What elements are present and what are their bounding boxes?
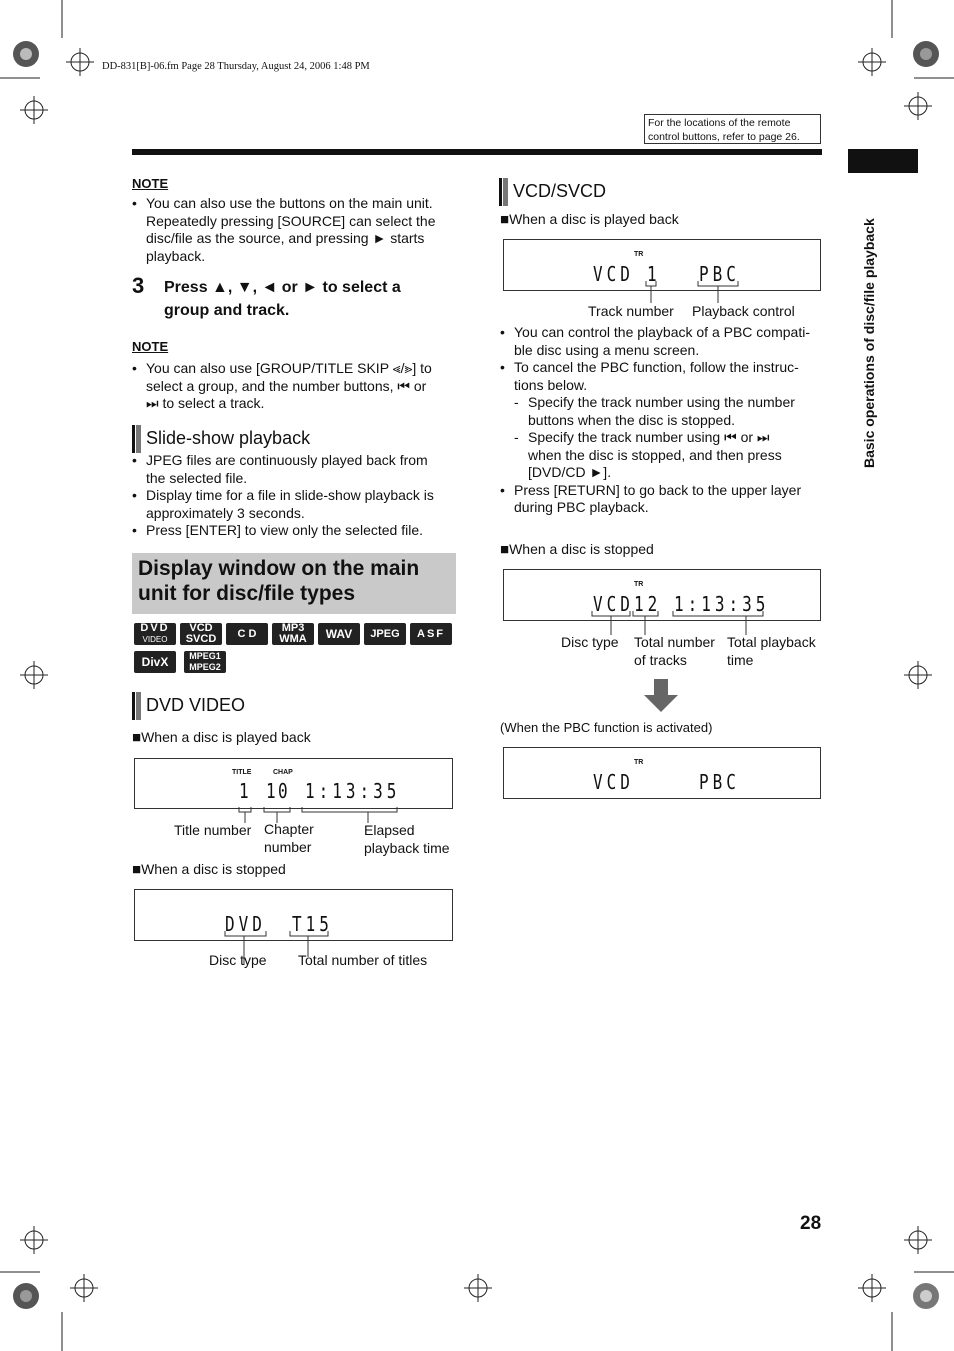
- step-line: group and track.: [164, 302, 290, 319]
- step-3-instruction: [164, 276, 401, 322]
- pbc-segment: PBC: [699, 262, 740, 286]
- remote-reference-note: [644, 114, 821, 144]
- display-window-section-title: [132, 553, 456, 614]
- vcd-pbc-display: [503, 747, 821, 799]
- line: ble disc using a menu screen.: [514, 341, 700, 358]
- dvd-stopped-label: [132, 861, 286, 879]
- line: tions below.: [514, 376, 588, 393]
- badge-text: MPEG1: [189, 651, 221, 661]
- line: • To cancel the PBC function, follow the instruc-: [514, 359, 799, 375]
- line: during PBC playback.: [514, 499, 649, 515]
- asf-badge: ASF: [410, 623, 452, 645]
- top-rule: [132, 149, 822, 155]
- note-heading: NOTE: [132, 176, 169, 191]
- list-item: [132, 452, 462, 487]
- line: when the disc is stopped, and then press: [528, 446, 782, 463]
- track-indicator: TR: [634, 759, 644, 766]
- note-1-line: Repeatedly pressing [SOURCE] can select the: [146, 212, 436, 229]
- total-tracks-segment: 12: [634, 592, 662, 616]
- heading-bar: [132, 425, 135, 453]
- mpeg-badge: [184, 651, 226, 673]
- label-text: When a disc is played back: [509, 211, 679, 227]
- note-2-bullet: [132, 360, 462, 413]
- sub-item: [500, 394, 825, 429]
- total-titles-label: Total number of titles: [298, 952, 428, 968]
- wav-badge: WAV: [318, 623, 360, 645]
- line: [DVD/CD ►].: [528, 464, 612, 480]
- heading-bar: [503, 178, 508, 206]
- line: • You can control the playback of a PBC compati-: [514, 324, 810, 340]
- line: time: [727, 651, 754, 668]
- vcd-svcd-badge: [180, 623, 222, 645]
- dvd-played-label: [132, 729, 311, 747]
- line: Chapter: [264, 821, 314, 837]
- dvd-video-badge: [134, 623, 176, 645]
- line: Total playback: [727, 634, 816, 650]
- pbc-segment: PBC: [699, 770, 740, 794]
- list-item: [132, 487, 462, 522]
- line: of tracks: [634, 651, 687, 668]
- heading-bar: [136, 425, 141, 453]
- chapter-tab: [848, 149, 918, 173]
- line: • Press [ENTER] to view only the selected file.: [146, 522, 423, 538]
- label-text: When a disc is stopped: [141, 861, 286, 877]
- ref-line-1: For the locations of the remote: [648, 117, 791, 129]
- step-line: Press ▲, ▼, ◄ or ► to select a: [164, 279, 401, 296]
- playback-control-label: Playback control: [692, 303, 795, 319]
- track-number-segment: 1: [647, 262, 660, 286]
- line: - Specify the track number using ⏮ or ⏭: [528, 429, 770, 445]
- badge-text: DVD: [140, 622, 170, 634]
- disc-type-segment: VCD: [593, 592, 634, 616]
- line: • Press [RETURN] to go back to the upper layer: [514, 481, 802, 498]
- note-2-line: ⏭ to select a track.: [146, 395, 265, 411]
- square-bullet-icon: ■: [500, 211, 510, 228]
- list-item: [500, 359, 825, 394]
- line: the selected file.: [146, 469, 248, 486]
- note-2: [132, 339, 462, 413]
- line: Elapsed: [364, 822, 415, 838]
- line: • JPEG files are continuously played back from: [146, 452, 428, 468]
- note-2-line: • You can also use [GROUP/TITLE SKIP ⪡/⪢] to: [146, 360, 432, 376]
- vcd-played-label: [500, 211, 679, 229]
- note-1-line: disc/file as the source, and pressing ► starts: [146, 230, 425, 246]
- dvd-played-display: [134, 758, 453, 809]
- file-header: DD-831[B]-06.fm Page 28 Thursday, August 24, 2006 1:48 PM: [102, 61, 370, 72]
- note-1-line: • You can also use the buttons on the main unit.: [146, 195, 433, 211]
- note-1-bullet: [132, 195, 462, 265]
- vcd-pbc-notes: [500, 324, 825, 517]
- title-line: Display window on the main: [138, 557, 420, 580]
- vcd-stopped-label: [500, 541, 654, 559]
- slideshow-title: Slide-show playback: [146, 428, 311, 448]
- sub-item: [500, 429, 825, 482]
- badge-text: MPEG2: [189, 662, 221, 672]
- note-1: [132, 176, 462, 265]
- step-number: 3: [132, 273, 145, 298]
- vcd-stopped-callouts: [503, 609, 823, 637]
- title-number-label: Title number: [174, 822, 252, 838]
- slideshow-heading: [146, 428, 310, 449]
- disc-type-segment: VCD: [593, 770, 634, 794]
- vcd-heading: [513, 181, 606, 202]
- heading-bar: [136, 692, 141, 720]
- section-title: [138, 556, 419, 606]
- ref-line-2: control buttons, refer to page 26.: [648, 131, 800, 143]
- line: Total number: [634, 634, 715, 650]
- dvd-video-title: DVD VIDEO: [146, 695, 246, 715]
- dvd-video-heading: [146, 695, 245, 716]
- disc-type-label: Disc type: [209, 952, 267, 968]
- track-number-label: Track number: [588, 303, 674, 319]
- side-tab-label: Basic operations of disc/file playback: [861, 218, 877, 468]
- line: approximately 3 seconds.: [146, 504, 305, 521]
- heading-bar: [132, 692, 135, 720]
- badge-subtext: WMA: [279, 633, 307, 645]
- elapsed-time-label: [364, 822, 450, 857]
- disc-type-segment: DVD: [225, 912, 266, 936]
- chapter-number-segment: 10: [266, 779, 291, 803]
- note-1-line: playback.: [146, 247, 206, 264]
- badge-text: MP3: [281, 622, 305, 634]
- square-bullet-icon: ■: [500, 541, 510, 558]
- divx-badge: DivX: [134, 651, 176, 673]
- total-time-segment: 1:13:35: [674, 592, 770, 616]
- list-item: [500, 482, 825, 517]
- vcd-played-callouts: [503, 279, 823, 305]
- line: number: [264, 838, 312, 855]
- note-heading: NOTE: [132, 339, 169, 354]
- jpeg-badge: JPEG: [364, 623, 406, 645]
- square-bullet-icon: ■: [132, 729, 142, 746]
- elapsed-time-segment: 1:13:35: [305, 779, 401, 803]
- total-tracks-label: [634, 634, 715, 669]
- line: - Specify the track number using the number: [528, 394, 795, 410]
- total-titles-segment: T15: [292, 912, 333, 936]
- chap-indicator: CHAP: [273, 769, 293, 776]
- note-2-line: select a group, and the number buttons, ⏮ or: [146, 377, 427, 394]
- page-number: 28: [800, 1213, 822, 1234]
- title-indicator: TITLE: [232, 769, 252, 776]
- list-item: [500, 324, 825, 359]
- track-indicator: TR: [634, 251, 644, 258]
- slideshow-list: [132, 452, 462, 540]
- disc-type-label: Disc type: [561, 634, 619, 650]
- disc-type-segment: VCD: [593, 262, 634, 286]
- mp3-wma-badge: [272, 623, 314, 645]
- label-text: When a disc is stopped: [509, 541, 654, 557]
- badge-subtext: SVCD: [185, 633, 217, 645]
- title-number-segment: 1: [239, 779, 252, 803]
- label-text: When a disc is played back: [141, 729, 311, 745]
- vcd-title: VCD/SVCD: [513, 181, 607, 201]
- title-line: unit for disc/file types: [138, 582, 356, 605]
- pbc-activated-note: (When the PBC function is activated): [500, 720, 713, 735]
- line: buttons when the disc is stopped.: [528, 411, 736, 428]
- line: • Display time for a file in slide-show playback is: [146, 487, 434, 503]
- heading-bar: [499, 178, 502, 206]
- total-playback-time-label: [727, 634, 816, 669]
- badge-text: VCD: [189, 622, 213, 634]
- chapter-number-label: [264, 821, 314, 856]
- list-item: [132, 522, 462, 540]
- cd-badge: C D: [226, 623, 268, 645]
- down-arrow-icon: [644, 679, 678, 713]
- square-bullet-icon: ■: [132, 861, 142, 878]
- line: playback time: [364, 839, 450, 856]
- track-indicator: TR: [634, 581, 644, 588]
- badge-subtext: VIDEO: [142, 635, 168, 644]
